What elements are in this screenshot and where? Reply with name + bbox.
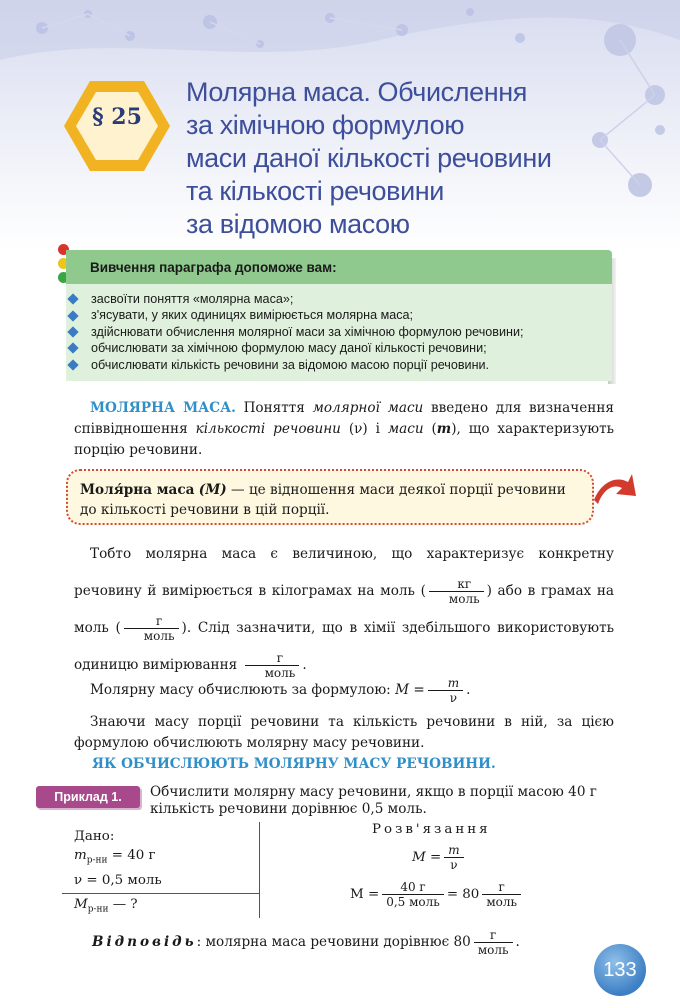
goals-box	[66, 250, 612, 381]
numerator: г	[276, 651, 284, 665]
list-item	[66, 307, 602, 323]
text-italic: молярної маси	[312, 400, 424, 416]
numerator: 40 г	[400, 880, 426, 894]
text: (	[423, 421, 437, 437]
answer-label: Відповідь	[92, 934, 197, 950]
solution-calculation	[350, 880, 524, 909]
goals-list	[66, 284, 612, 381]
list-item	[66, 340, 602, 356]
text: ), що характеризують порцію речовини.	[74, 421, 614, 458]
given-amount: ν = 0,5 моль	[74, 872, 162, 888]
title-line: за відомою масою	[186, 209, 410, 239]
text: ). Слід зазначити, що в хімії здебільшого використовують одиницю вимірювання	[74, 620, 614, 673]
goal-text: обчислювати за хімічною формулою масу даної кількості речовини;	[91, 341, 487, 356]
formula-paragraph	[74, 676, 614, 705]
value: = 40 г	[107, 848, 156, 863]
denominator: моль	[474, 942, 513, 957]
definition-text: — це відношення маси деякої порції речовини до кількості речовини в цій порції.	[80, 482, 566, 518]
solution-heading: Розв'язання	[372, 822, 491, 837]
section-heading: МОЛЯРНА МАСА.	[90, 400, 236, 416]
denominator: моль	[482, 894, 521, 909]
section-subheading: ЯК ОБЧИСЛЮЮТЬ МОЛЯРНУ МАСУ РЕЧОВИНИ.	[92, 756, 496, 772]
symbol-m: m	[436, 421, 452, 437]
list-item	[66, 357, 602, 373]
diamond-bullet-icon	[67, 326, 78, 337]
page-title	[186, 76, 656, 241]
given-title: Дано:	[74, 829, 115, 844]
denominator: моль	[124, 628, 179, 643]
title-line: Молярна маса. Обчислення	[186, 77, 527, 107]
goal-text: з'ясувати, у яких одиницях вимірюється молярна маса;	[91, 308, 414, 323]
diamond-bullet-icon	[67, 343, 78, 354]
goal-text: засвоїти поняття «молярна маса»;	[91, 292, 294, 306]
numerator: г	[498, 880, 505, 894]
definition-box	[66, 469, 594, 525]
list-item	[66, 291, 602, 307]
fraction-values	[382, 880, 444, 909]
text: введено для визначення співвідношення	[74, 400, 614, 437]
formula-lhs: M =	[412, 850, 442, 865]
text: .	[302, 657, 307, 673]
find-block	[74, 897, 138, 915]
goal-text: обчислювати кількість речовини за відомою масою порції речовини.	[91, 357, 490, 372]
numerator: г	[156, 614, 163, 628]
text: Тобто молярна маса є величиною, що характеризує конкретну речовину й вимірюється в кілограмах на моль (	[74, 546, 614, 599]
arrow-pointer-icon	[592, 470, 638, 508]
denominator: моль	[245, 665, 300, 680]
diamond-bullet-icon	[67, 359, 78, 370]
page-number: 133	[594, 944, 646, 996]
title-line: маси даної кількості речовини	[186, 143, 552, 173]
symbol-M: M	[74, 897, 88, 912]
text: (ν) і	[340, 421, 388, 437]
fraction-m-over-nu	[444, 843, 463, 872]
intro-paragraph	[74, 398, 614, 461]
result: = 80	[446, 887, 480, 902]
given-mass	[74, 846, 162, 871]
fraction-g-per-mol	[474, 928, 513, 957]
units-paragraph	[74, 536, 614, 684]
goals-heading: Вивчення параграфа допоможе вам:	[66, 250, 612, 284]
title-line: за хімічною формулою	[186, 110, 465, 140]
solution-formula	[412, 843, 467, 872]
answer-text: : молярна маса речовини дорівнює 80	[196, 934, 471, 950]
fraction-g-per-mol	[482, 880, 521, 909]
numerator: кг	[457, 577, 472, 591]
numerator: m	[447, 676, 460, 690]
diamond-bullet-icon	[67, 294, 78, 305]
title-line: та кількості речовини	[186, 176, 444, 206]
text: ) або в грамах на моль (	[74, 583, 615, 636]
example-badge: Приклад 1.	[36, 786, 140, 808]
text: Молярну масу обчислюють за формулою:	[90, 682, 396, 698]
definition-symbol: (M)	[198, 482, 227, 498]
goal-text: здійснювати обчислення молярної маси за хімічною формулою речовини;	[91, 324, 524, 339]
diamond-bullet-icon	[67, 310, 78, 321]
numerator: m	[448, 843, 460, 857]
denominator: ν	[428, 690, 463, 705]
denominator: 0,5 моль	[382, 894, 444, 909]
symbol-m: m	[74, 848, 87, 863]
fraction-kg-per-mol	[429, 577, 484, 606]
text: .	[466, 682, 471, 698]
text-italic: кількості речовини	[195, 421, 341, 437]
text: — ?	[108, 897, 138, 912]
denominator: моль	[429, 591, 484, 606]
numerator: г	[490, 928, 497, 942]
section-number: § 25	[92, 104, 142, 130]
given-block	[74, 827, 162, 890]
fraction-g-per-mol	[124, 614, 179, 643]
list-item	[66, 324, 602, 340]
text: Поняття	[235, 400, 313, 416]
text-italic: маси	[387, 421, 424, 437]
formula-lhs: M =	[350, 887, 380, 902]
answer-line	[92, 928, 520, 957]
subscript: р-ни	[87, 904, 109, 915]
denominator: ν	[444, 857, 463, 872]
fraction-m-over-nu	[428, 676, 463, 705]
definition-term: Моля́рна маса	[80, 482, 195, 498]
text: .	[515, 934, 520, 950]
example-task: Обчислити молярну масу речовини, якщо в порції масою 40 г кількість речовини дорівнює 0,5 моль.	[150, 784, 597, 817]
given-divider	[62, 893, 260, 894]
knowing-paragraph: Знаючи масу порції речовини та кількість речовини в ній, за цією формулою обчислюють молярну масу речовини.	[74, 714, 614, 751]
given-vertical-divider	[259, 822, 260, 918]
formula-lhs: M =	[395, 682, 425, 698]
subscript: р-ни	[86, 855, 108, 866]
